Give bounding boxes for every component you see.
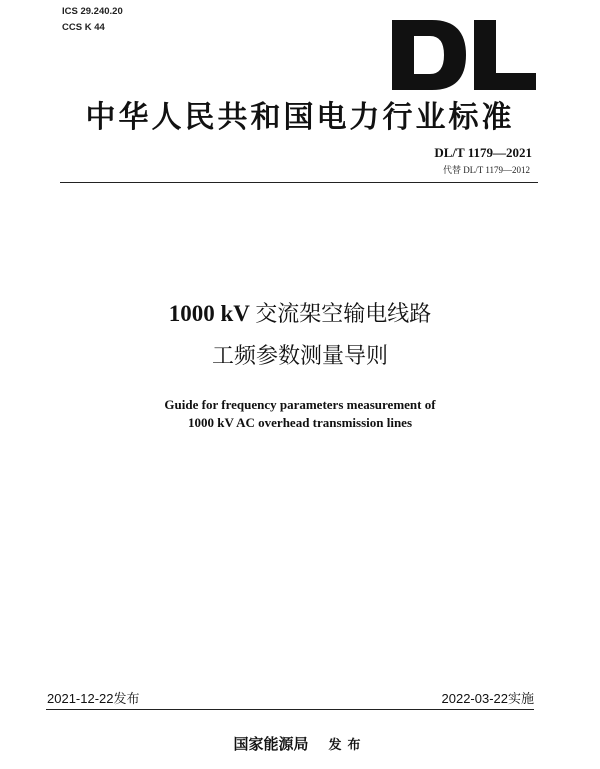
- title-voltage: 1000 kV: [168, 301, 256, 326]
- title-english: [0, 396, 600, 432]
- issuer-verb: 发布: [328, 738, 367, 753]
- dl-logo: [388, 18, 540, 92]
- implementation-date: 2022-03-22实施: [441, 691, 534, 706]
- standard-number: DL/T 1179—2021: [434, 145, 532, 160]
- ccs-code: CCS K 44: [62, 22, 105, 33]
- bottom-divider: [46, 709, 534, 710]
- issue-date: 2021-12-22发布: [47, 691, 140, 706]
- title-en-line2: 1000 kV AC overhead transmission lines: [187, 415, 413, 430]
- main-title: 中华人民共和国电力行业标准: [85, 100, 515, 135]
- ics-code: ICS 29.240.20: [62, 6, 123, 17]
- issuer: [0, 733, 600, 754]
- logo-text: DL: [388, 18, 390, 19]
- title-cn-line1-text: 交流架空输电线路: [255, 302, 432, 327]
- title-cn-line2: 工频参数测量导则: [211, 344, 388, 369]
- classification-codes: [62, 4, 123, 36]
- top-divider: [60, 182, 538, 183]
- issuer-name: 国家能源局: [233, 735, 309, 753]
- title-cn-line1: [0, 297, 600, 328]
- replaces-note: 代替 DL/T 1179—2012: [443, 165, 530, 175]
- title-en-line1: Guide for frequency parameters measurement of: [164, 397, 436, 412]
